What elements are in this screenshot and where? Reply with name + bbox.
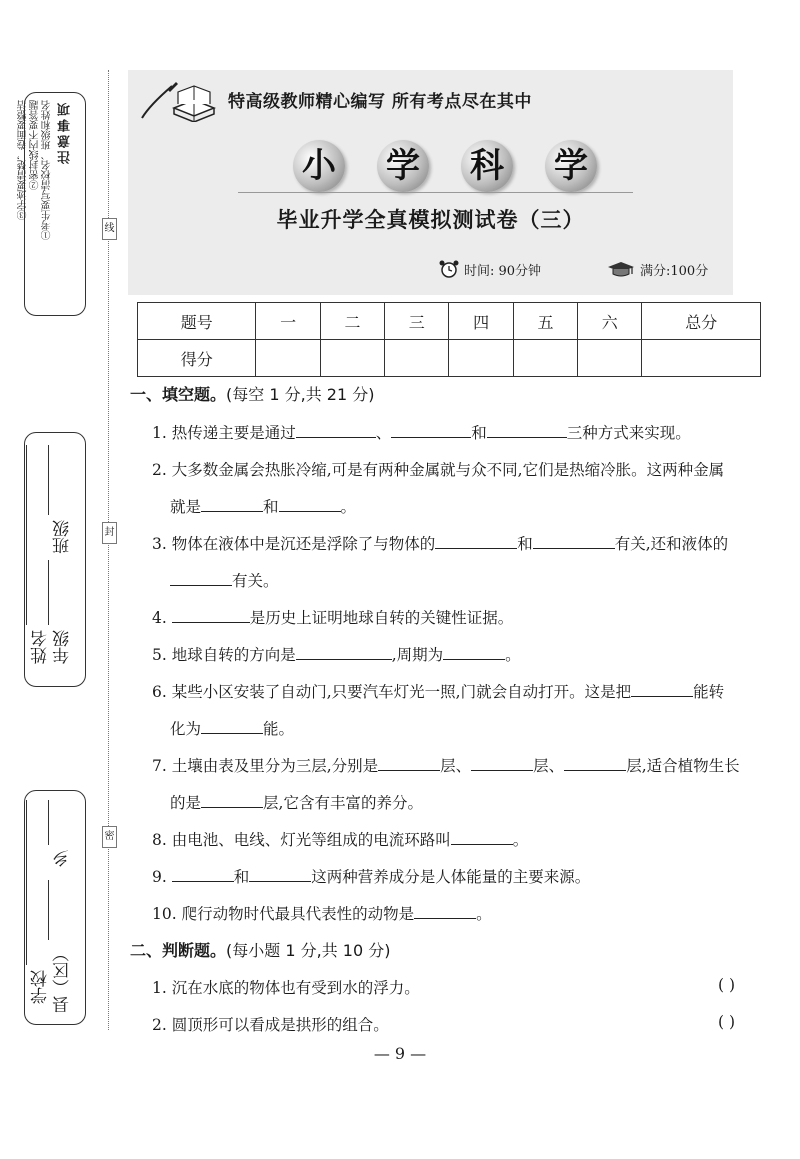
note-item-3: ③字迹要清楚，卷面要整洁 xyxy=(18,100,29,220)
q-text: 和 xyxy=(471,424,487,442)
q-text: 9. xyxy=(152,868,167,886)
note-item-1: ①考生要写清校名、班级和姓名 xyxy=(42,100,53,240)
question-1-3-line-2 xyxy=(170,569,279,591)
name-label: 姓名 xyxy=(31,630,51,664)
section-1-note: (每空 1 分,共 21 分) xyxy=(226,385,375,404)
q-text: 10. 爬行动物时代最具代表性的动物是 xyxy=(152,905,415,923)
q-text: 就是 xyxy=(170,498,202,516)
school-label: 学校 xyxy=(31,970,51,1004)
score-table-header-row xyxy=(138,303,761,340)
seal-mark-bottom: 密 xyxy=(102,826,117,848)
section-2-title: 二、判断题。 xyxy=(130,941,227,960)
answer-blank[interactable] xyxy=(172,867,234,882)
answer-blank[interactable] xyxy=(391,423,471,438)
note-item-2: ②密封线内不要答题 xyxy=(30,100,41,190)
q-text: 3. 物体在液体中是沉还是浮除了与物体的 xyxy=(152,535,436,553)
score-header-cell: 二 xyxy=(320,303,384,340)
page-number: — 9 — xyxy=(373,1044,427,1063)
question-2-2: 2. 圆顶形可以看成是拱形的组合。 xyxy=(152,1016,389,1034)
answer-blank[interactable] xyxy=(201,793,263,808)
q-text: 层,适合植物生长 xyxy=(626,757,740,775)
score-cell[interactable] xyxy=(385,340,449,377)
answer-blank[interactable] xyxy=(201,497,263,512)
title-chars xyxy=(293,140,597,192)
answer-blank[interactable] xyxy=(172,608,250,623)
score-header-cell: 六 xyxy=(578,303,642,340)
answer-blank[interactable] xyxy=(279,497,341,512)
seal-line xyxy=(108,70,109,1030)
question-1-5 xyxy=(152,643,521,665)
q-text: 层,它含有丰富的养分。 xyxy=(263,794,423,812)
class-label: 班级 xyxy=(53,520,73,554)
answer-blank[interactable] xyxy=(249,867,311,882)
question-1-9 xyxy=(152,865,590,887)
township-label: 乡 xyxy=(53,850,73,867)
book-pen-icon xyxy=(138,78,218,122)
q-text: 。 xyxy=(340,498,357,516)
grade-field[interactable] xyxy=(48,560,49,625)
score-info xyxy=(606,259,708,279)
q-text: 层、 xyxy=(440,757,472,775)
answer-parentheses[interactable]: ( ) xyxy=(718,1013,736,1031)
score-header-cell: 五 xyxy=(513,303,577,340)
question-1-6-line-2 xyxy=(170,717,294,739)
score-header-cell: 总分 xyxy=(642,303,761,340)
q-text: 和 xyxy=(517,535,533,553)
score-table-score-row xyxy=(138,340,761,377)
title-char-3: 科 xyxy=(461,140,513,192)
answer-blank[interactable] xyxy=(414,904,476,919)
question-1-6-line-1 xyxy=(152,680,724,702)
alarm-clock-icon xyxy=(438,259,460,279)
answer-blank[interactable] xyxy=(296,645,392,660)
q-text: 三种方式来实现。 xyxy=(566,424,691,442)
answer-parentheses[interactable]: ( ) xyxy=(718,976,736,994)
q-text: ,周期为 xyxy=(391,646,444,664)
answer-blank[interactable] xyxy=(451,830,513,845)
q-text: 能转 xyxy=(693,683,725,701)
class-field[interactable] xyxy=(48,445,49,515)
score-cell[interactable] xyxy=(256,340,320,377)
slogan: 特高级教师精心编写 所有考点尽在其中 xyxy=(228,92,532,112)
school-field[interactable] xyxy=(26,800,27,965)
answer-blank[interactable] xyxy=(296,423,376,438)
score-cell[interactable] xyxy=(320,340,384,377)
section-2-heading xyxy=(130,938,390,961)
time-info xyxy=(438,259,541,279)
county-field[interactable] xyxy=(48,880,49,940)
question-1-1 xyxy=(152,421,691,443)
section-1-title: 一、填空题。 xyxy=(130,385,227,404)
score-cell[interactable] xyxy=(642,340,761,377)
section-1-heading xyxy=(130,382,374,405)
score-header-cell: 一 xyxy=(256,303,320,340)
answer-blank[interactable] xyxy=(631,682,693,697)
q-text: 和 xyxy=(233,868,250,886)
answer-blank[interactable] xyxy=(201,719,263,734)
q-text: 。 xyxy=(505,646,521,664)
q-text: 层、 xyxy=(533,757,565,775)
question-2-1: 1. 沉在水底的物体也有受到水的浮力。 xyxy=(152,979,420,997)
seal-mark-top: 线 xyxy=(102,218,117,240)
answer-blank[interactable] xyxy=(564,756,626,771)
name-field[interactable] xyxy=(26,445,27,625)
grade-label: 年级 xyxy=(53,630,73,664)
question-1-2-line-1: 2. 大多数金属会热胀冷缩,可是有两种金属就与众不同,它们是热缩冷胀。这两种金属 xyxy=(152,461,725,479)
q-text: 4. xyxy=(152,609,167,627)
score-header-cell: 四 xyxy=(449,303,513,340)
question-1-7-line-2 xyxy=(170,791,423,813)
score-cell[interactable] xyxy=(578,340,642,377)
question-1-2-line-2 xyxy=(170,495,356,517)
q-text: 化为 xyxy=(170,720,202,738)
answer-blank[interactable] xyxy=(487,423,567,438)
title-char-1: 小 xyxy=(293,140,345,192)
answer-blank[interactable] xyxy=(443,645,505,660)
county-label: 县（区） xyxy=(53,945,73,1013)
score-header-cell: 题号 xyxy=(138,303,256,340)
answer-blank[interactable] xyxy=(435,534,517,549)
answer-blank[interactable] xyxy=(471,756,533,771)
section-2-note: (每小题 1 分,共 10 分) xyxy=(226,941,391,960)
q-text: 1. 热传递主要是通过 xyxy=(152,424,296,442)
exam-header xyxy=(128,70,733,295)
q-text: 有关,还和液体的 xyxy=(614,535,729,553)
q-text: 5. 地球自转的方向是 xyxy=(152,646,296,664)
seal-mark-middle: 封 xyxy=(102,522,117,544)
title-char-4: 学 xyxy=(545,140,597,192)
q-text: 7. 土壤由表及里分为三层,分别是 xyxy=(152,757,379,775)
question-1-7-line-1 xyxy=(152,754,740,776)
title-divider xyxy=(238,192,633,193)
q-text: 能。 xyxy=(263,720,295,738)
q-text: 有关。 xyxy=(232,572,279,590)
answer-blank[interactable] xyxy=(170,571,232,586)
q-text: 和 xyxy=(263,498,279,516)
score-cell[interactable] xyxy=(513,340,577,377)
q-text: 。 xyxy=(512,831,529,849)
answer-blank[interactable] xyxy=(533,534,615,549)
q-text: 、 xyxy=(375,424,392,442)
q-text: 的是 xyxy=(170,794,202,812)
question-1-4 xyxy=(152,606,513,628)
q-text: 6. 某些小区安装了自动门,只要汽车灯光一照,门就会自动打开。这是把 xyxy=(152,683,632,701)
township-field[interactable] xyxy=(48,800,49,845)
score-row-label: 得分 xyxy=(138,340,256,377)
notes-title: 注意事项 xyxy=(58,100,73,164)
time-text: 时间: 90分钟 xyxy=(464,263,542,279)
exam-subtitle: 毕业升学全真模拟测试卷（三） xyxy=(276,208,585,232)
q-text: 8. 由电池、电线、灯光等组成的电流环路叫 xyxy=(152,831,451,849)
graduation-cap-icon xyxy=(606,259,636,279)
q-text: 这两种营养成分是人体能量的主要来源。 xyxy=(311,868,591,886)
question-1-10 xyxy=(152,902,492,924)
q-text: 。 xyxy=(476,905,492,923)
q-text: 是历史上证明地球自转的关键性证据。 xyxy=(249,609,514,627)
answer-blank[interactable] xyxy=(378,756,440,771)
score-header-cell: 三 xyxy=(385,303,449,340)
title-char-2: 学 xyxy=(377,140,429,192)
question-1-3-line-1 xyxy=(152,532,728,554)
question-1-8 xyxy=(152,828,528,850)
score-table xyxy=(137,302,761,377)
score-text: 满分:100分 xyxy=(640,263,709,279)
score-cell[interactable] xyxy=(449,340,513,377)
